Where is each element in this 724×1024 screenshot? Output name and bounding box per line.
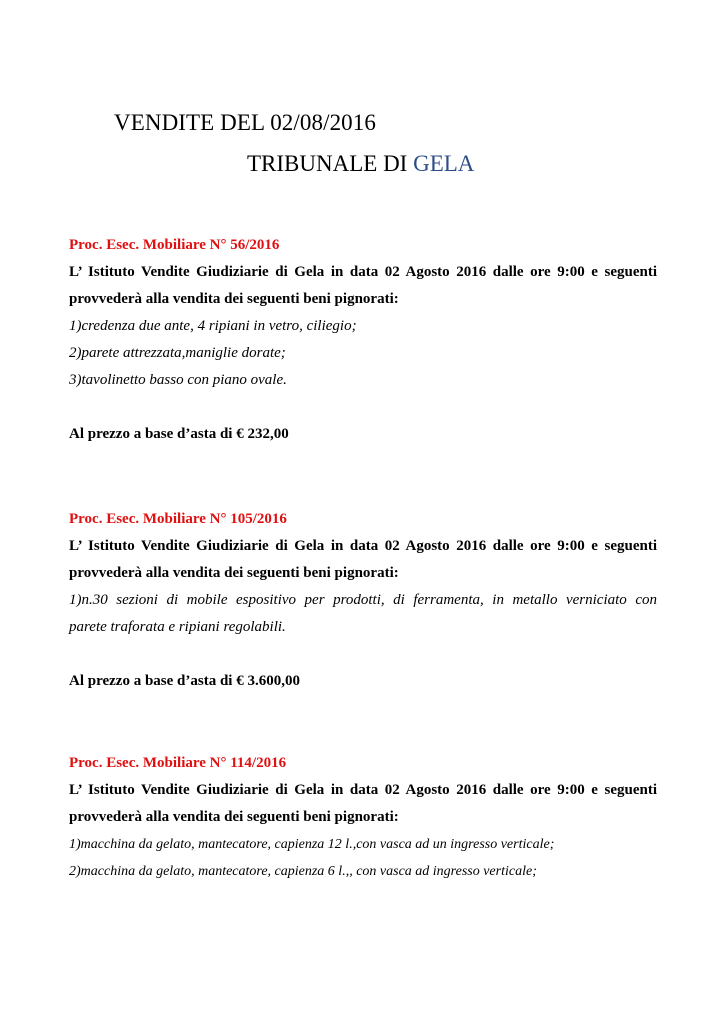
proc-number: Proc. Esec. Mobiliare N° 114/2016 xyxy=(69,755,287,771)
list-item-line1: 1)n.30 sezioni di mobile espositivo per prodotti, di ferramenta, in metallo verniciato con xyxy=(69,592,657,608)
sale-intro xyxy=(69,777,657,831)
sale-intro xyxy=(69,259,657,313)
sale-intro-line1: L’ Istituto Vendite Giudiziarie di Gela in data 02 Agosto 2016 dalle ore 9:00 e seguenti xyxy=(69,782,657,798)
court-title-prefix: TRIBUNALE DI xyxy=(247,151,414,176)
court-title xyxy=(247,151,474,177)
base-price: Al prezzo a base d’asta di € 3.600,00 xyxy=(69,673,300,689)
sale-section-105-2016 xyxy=(69,506,657,695)
list-item xyxy=(69,587,657,641)
proc-number: Proc. Esec. Mobiliare N° 56/2016 xyxy=(69,237,280,253)
list-item: 2)parete attrezzata,maniglie dorate; xyxy=(69,345,286,361)
sale-intro-line1: L’ Istituto Vendite Giudiziarie di Gela in data 02 Agosto 2016 dalle ore 9:00 e seguenti xyxy=(69,538,657,554)
list-item: 2)macchina da gelato, mantecatore, capienza 6 l.,, con vasca ad ingresso verticale; xyxy=(69,864,537,879)
sale-intro-line2: provvederà alla vendita dei seguenti beni pignorati: xyxy=(69,809,399,825)
sale-intro xyxy=(69,533,657,587)
page-title: VENDITE DEL 02/08/2016 xyxy=(114,110,376,135)
court-city: GELA xyxy=(413,151,475,176)
sale-intro-line2: provvederà alla vendita dei seguenti beni pignorati: xyxy=(69,291,399,307)
sale-section-114-2016 xyxy=(69,750,657,885)
proc-number: Proc. Esec. Mobiliare N° 105/2016 xyxy=(69,511,287,527)
base-price: Al prezzo a base d’asta di € 232,00 xyxy=(69,426,289,442)
list-item: 1)credenza due ante, 4 ripiani in vetro, ciliegio; xyxy=(69,318,357,334)
sale-intro-line2: provvederà alla vendita dei seguenti beni pignorati: xyxy=(69,565,399,581)
sale-intro-line1: L’ Istituto Vendite Giudiziarie di Gela in data 02 Agosto 2016 dalle ore 9:00 e seguenti xyxy=(69,264,657,280)
sale-section-56-2016 xyxy=(69,232,657,448)
list-item: 3)tavolinetto basso con piano ovale. xyxy=(69,372,287,388)
list-item-line2: parete traforata e ripiani regolabili. xyxy=(69,619,286,635)
list-item: 1)macchina da gelato, mantecatore, capienza 12 l.,con vasca ad un ingresso verticale; xyxy=(69,837,555,852)
